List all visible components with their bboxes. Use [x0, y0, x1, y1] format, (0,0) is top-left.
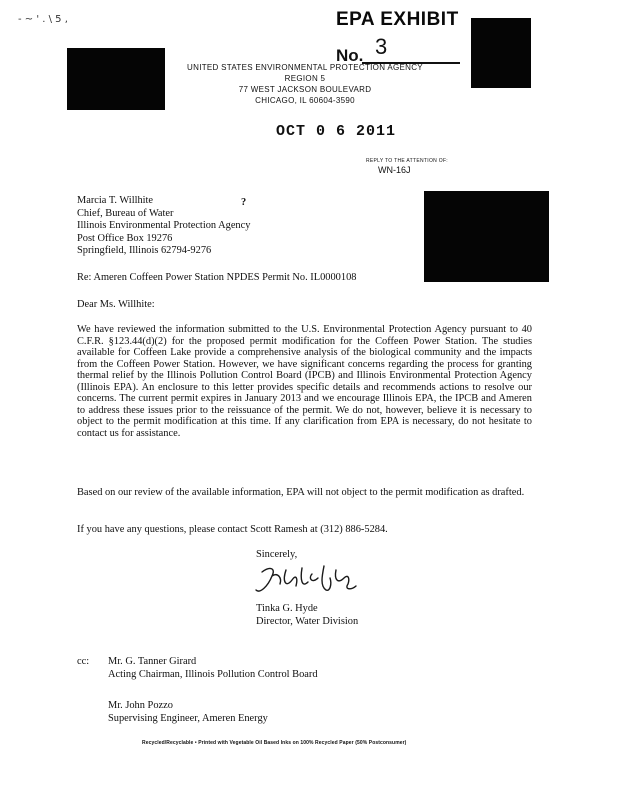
recipient-line: Springfield, Illinois 62794-9276 — [77, 245, 212, 257]
redaction-box-top-left — [67, 48, 165, 110]
salutation: Dear Ms. Willhite: — [77, 299, 155, 310]
letterhead-agency: UNITED STATES ENVIRONMENTAL PROTECTION AGENCY — [187, 63, 423, 72]
cc-recipient-2 — [108, 700, 268, 725]
signer-title: Director, Water Division — [256, 616, 359, 627]
body-paragraph-2: Based on our review of the available information, EPA will not object to the permit modification as drafted. — [77, 487, 525, 498]
signature — [252, 560, 362, 600]
recycled-footer: Recycled/Recyclable • Printed with Vegetable Oil Based Inks on 100% Recycled Paper (50% Postconsumer) — [142, 740, 407, 746]
recipient-line: Chief, Bureau of Water — [77, 207, 174, 219]
exhibit-stamp-title: EPA EXHIBIT — [336, 9, 459, 30]
redaction-box-middle-right — [424, 191, 549, 282]
subject-line: Re: Ameren Coffeen Power Station NPDES Permit No. IL0000108 — [77, 272, 357, 283]
cc-title: Supervising Engineer, Ameren Energy — [108, 712, 268, 724]
letterhead-street: 77 WEST JACKSON BOULEVARD — [238, 85, 372, 94]
signature-glyph — [252, 560, 362, 600]
exhibit-stamp-no-label: No. — [336, 46, 364, 65]
body-paragraph-3: If you have any questions, please contact Scott Ramesh at (312) 886-5284. — [77, 524, 388, 535]
margin-marks: - ~ ' . \ 5 , — [18, 14, 68, 25]
recipient-line: Illinois Environmental Protection Agency — [77, 220, 251, 232]
cc-name: Mr. John Pozzo — [108, 700, 173, 711]
body-paragraph-1: We have reviewed the information submitted to the U.S. Environmental Protection Agency pursuant to 40 C.F.R. §123.44(d)(2) for the proposed permit modification for the Coffeen Power Station. The studies available for Coffeen Lake provide a comprehensive analysis of the biological community and the impacts from the Coffeen Power Station. However, we have significant concerns regarding the process for granting thermal relief by the Illinois Pollution Control Board (IPCB) and Illinois Environmental Protection Agency (Illinois EPA). An enclosure to this letter provides specific details and recommends actions to resolve our concerns. The current permit expires in January 2013 and we encourage Illinois EPA, the IPCB and Ameren to address these issues prior to the reissuance of the permit. We do not, however, believe it is necessary to object to the permit modification at this time. If any clarification from EPA is necessary, do not hesitate to contact us for assistance. — [77, 324, 532, 439]
signer-name: Tinka G. Hyde — [256, 603, 318, 614]
date-stamp: OCT 0 6 2011 — [276, 123, 397, 140]
cc-label: cc: — [77, 656, 90, 667]
cc-recipient-1 — [108, 656, 318, 681]
letterhead-region: REGION 5 — [284, 74, 326, 83]
recipient-address — [77, 195, 250, 258]
cc-title: Acting Chairman, Illinois Pollution Control Board — [108, 668, 318, 680]
exhibit-stamp-number: 3 — [375, 34, 388, 59]
stray-mark: ? — [241, 197, 247, 208]
reply-to-label: REPLY TO THE ATTENTION OF: — [366, 158, 448, 164]
letterhead-city: CHICAGO, IL 60604-3590 — [255, 96, 355, 105]
reply-to-code: WN-16J — [378, 165, 411, 175]
cc-name: Mr. G. Tanner Girard — [108, 656, 197, 667]
recipient-line: Marcia T. Willhite — [77, 195, 154, 206]
letterhead — [160, 62, 450, 106]
valediction: Sincerely, — [256, 549, 298, 560]
redaction-box-top-right — [471, 18, 531, 88]
recipient-line: Post Office Box 19276 — [77, 232, 173, 244]
